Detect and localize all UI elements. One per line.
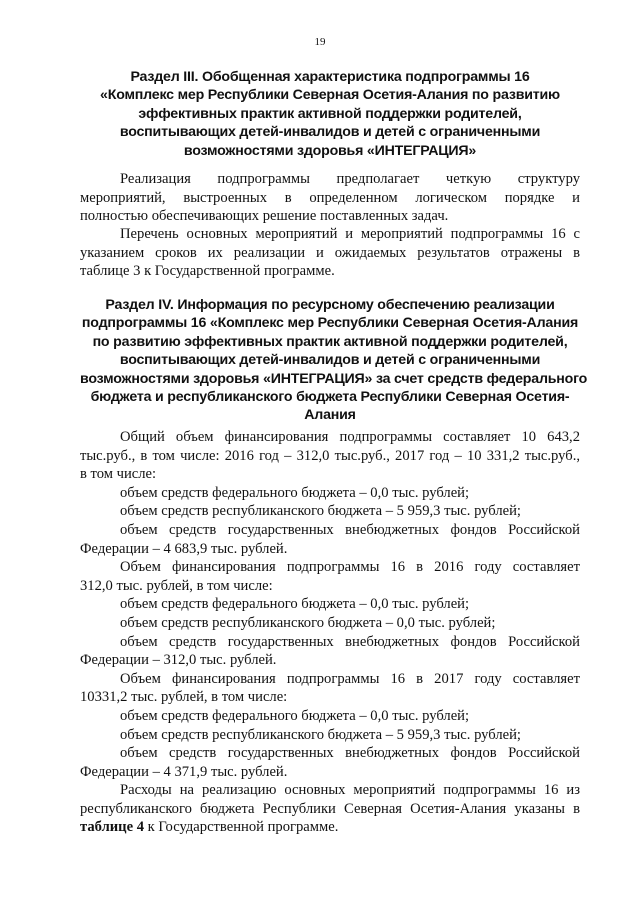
page-number: 19 (314, 36, 326, 48)
section-3-title-line: эффективных практик активной поддержки родителей, (138, 105, 522, 122)
body-line: Объем финансирования подпрограммы 16 в 2016 году составляет (120, 559, 580, 576)
section-3-title-line: воспитывающих детей-инвалидов и детей с ограниченными (119, 124, 541, 141)
section-4-title-line: по развитию эффективных практик активной поддержки родителей, (92, 333, 568, 350)
body-line: объем средств республиканского бюджета – 0,0 тыс. рублей; (120, 614, 496, 631)
body-line: в том числе: (80, 466, 157, 483)
paragraph-line: полностью обеспечивающих решение поставленных задач. (80, 208, 449, 225)
section-4-title-line: возможностями здоровья «ИНТЕГРАЦИЯ» за счет средств федерального (80, 370, 588, 387)
body-line: Объем финансирования подпрограммы 16 в 2017 году составляет (120, 670, 580, 687)
body-line: объем средств федерального бюджета – 0,0 тыс. рублей; (120, 596, 470, 613)
body-line: Федерации – 312,0 тыс. рублей. (80, 652, 277, 669)
body-line: Федерации – 4 371,9 тыс. рублей. (80, 763, 288, 780)
section-4-title-line: подпрограммы 16 «Комплекс мер Республики Северная Осетия-Алания (81, 315, 579, 332)
body-last-line (80, 818, 580, 837)
body-line: объем средств государственных внебюджетных фондов Российской (120, 745, 580, 762)
body-line: Федерации – 4 683,9 тыс. рублей. (80, 540, 288, 557)
body-line: 10331,2 тыс. рублей, в том числе: (80, 689, 288, 706)
section-3-title (80, 68, 580, 160)
section-4-body (80, 428, 580, 837)
body-line: республиканского бюджета Республики Северная Осетия-Алания указаны в (80, 800, 580, 817)
section-3-paragraph-2 (80, 225, 580, 281)
body-line: объем средств государственных внебюджетных фондов Российской (120, 521, 580, 538)
body-line: объем средств федерального бюджета – 0,0 тыс. рублей; (120, 484, 470, 501)
body-line: объем средств республиканского бюджета – 5 959,3 тыс. рублей; (120, 726, 521, 743)
body-line: Расходы на реализацию основных мероприятий подпрограммы 16 из (120, 782, 580, 799)
paragraph-line: Реализация подпрограммы предполагает четкую структуру (120, 171, 580, 187)
section-3-title-line: «Комплекс мер Республики Северная Осетия-Алания по развитию (100, 87, 560, 104)
paragraph-line: указанием сроков их реализации и ожидаемых результатов отражены в (80, 244, 580, 261)
paragraph-line: таблице 3 к Государственной программе. (80, 263, 335, 280)
section-3-title-line: Раздел III. Обобщенная характеристика подпрограммы 16 (130, 69, 530, 85)
paragraph-line: Перечень основных мероприятий и мероприятий подпрограммы 16 с (120, 226, 580, 242)
section-4-title-line: Раздел IV. Информация по ресурсному обеспечению реализации (105, 297, 555, 313)
body-line: объем средств государственных внебюджетных фондов Российской (120, 633, 580, 650)
body-line: объем средств республиканского бюджета – 5 959,3 тыс. рублей; (120, 503, 521, 520)
section-4-title (80, 296, 588, 425)
section-4-title-line: воспитывающих детей-инвалидов и детей с ограниченными (119, 352, 541, 369)
body-line: 312,0 тыс. рублей, в том числе: (80, 577, 273, 594)
section-3-title-line: возможностями здоровья «ИНТЕГРАЦИЯ» (183, 142, 477, 159)
body-last-line-rest: к Государственной программе. (144, 819, 339, 836)
section-4-title-line: Алания (304, 407, 356, 424)
paragraph-line: мероприятий, выстроенных в определенном логическом порядке и (80, 189, 580, 206)
table-reference: таблице 4 (80, 819, 145, 836)
body-line: тыс.руб., в том числе: 2016 год – 312,0 тыс.руб., 2017 год – 10 331,2 тыс.руб., (80, 447, 580, 464)
body-line: Общий объем финансирования подпрограммы составляет 10 643,2 (120, 429, 580, 445)
section-3-paragraph-1 (80, 170, 580, 226)
body-line: объем средств федерального бюджета – 0,0 тыс. рублей; (120, 707, 470, 724)
section-4-title-line: бюджета и республиканского бюджета Республики Северная Осетия- (90, 389, 570, 406)
